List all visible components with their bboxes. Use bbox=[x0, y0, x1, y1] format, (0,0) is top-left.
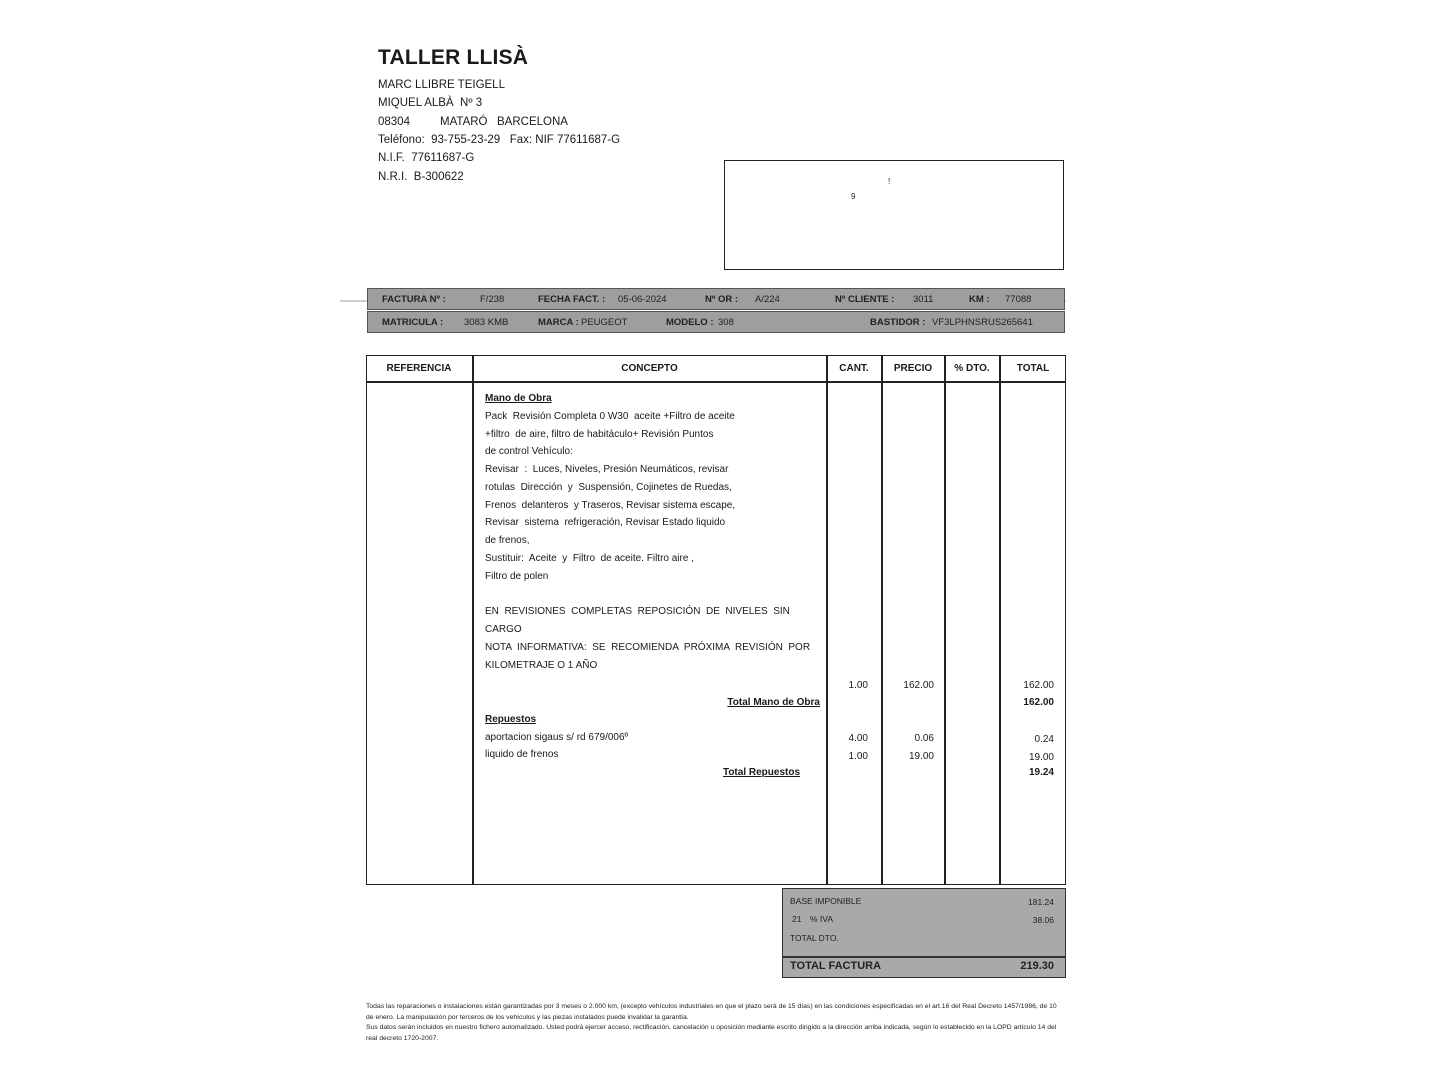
total-repuestos-label: Total Repuestos bbox=[722, 767, 800, 778]
column-divider bbox=[944, 355, 946, 885]
or-label: Nº OR : bbox=[705, 294, 739, 305]
marca-value: PEUGEOT bbox=[581, 317, 628, 328]
repuesto-cant: 4.00 bbox=[848, 733, 868, 744]
column-divider bbox=[881, 355, 883, 885]
client-address-box bbox=[724, 160, 1064, 270]
client-mark: 9 bbox=[851, 192, 856, 201]
repuesto-concepto: liquido de frenos bbox=[485, 749, 559, 760]
company-province: BARCELONA bbox=[497, 116, 568, 128]
header-precio: PRECIO bbox=[893, 363, 933, 374]
company-owner: MARC LLIBRE TEIGELL bbox=[378, 79, 505, 91]
header-referencia: REFERENCIA bbox=[386, 363, 452, 374]
repuesto-total: 0.24 bbox=[1034, 734, 1054, 745]
vehicle-info-bar bbox=[367, 311, 1065, 333]
note-line: KILOMETRAJE O 1 AÑO bbox=[485, 660, 598, 671]
km-label: KM : bbox=[969, 294, 990, 305]
column-divider bbox=[826, 355, 828, 885]
iva-label: % IVA bbox=[810, 914, 833, 924]
base-imponible-label: BASE IMPONIBLE bbox=[790, 896, 862, 906]
km-value: 77088 bbox=[1005, 294, 1032, 305]
company-nri: N.R.I. B-300622 bbox=[378, 171, 464, 183]
company-name: TALLER LLISÀ bbox=[378, 46, 529, 69]
concept-line: Pack Revisión Completa 0 W30 aceite +Filtro de aceite bbox=[485, 411, 735, 422]
concept-line: Frenos delanteros y Traseros, Revisar sistema escape, bbox=[485, 500, 736, 511]
or-value: A/224 bbox=[755, 294, 780, 305]
repuesto-cant: 1.00 bbox=[848, 751, 868, 762]
marca-label: MARCA : bbox=[538, 317, 579, 328]
bastidor-label: BASTIDOR : bbox=[870, 317, 926, 328]
repuesto-total: 19.00 bbox=[1028, 752, 1054, 763]
concept-line: Filtro de polen bbox=[485, 571, 549, 582]
cliente-value: 3011 bbox=[913, 294, 934, 305]
company-phone: Teléfono: 93-755-23-29 Fax: NIF 77611687-G bbox=[378, 134, 621, 146]
repuesto-concepto: aportacion sigaus s/ rd 679/006º bbox=[485, 732, 629, 743]
concept-line: rotulas Dirección y Suspensión, Cojinetes de Ruedas, bbox=[485, 482, 732, 493]
items-table bbox=[366, 355, 1066, 885]
repuesto-precio: 19.00 bbox=[908, 751, 934, 762]
total-dto-label: TOTAL DTO. bbox=[790, 933, 839, 943]
note-line: NOTA INFORMATIVA: SE RECOMIENDA PRÓXIMA REVISIÓN POR bbox=[485, 642, 811, 653]
company-street: MIQUEL ALBÀ Nº 3 bbox=[378, 97, 483, 109]
factura-value: F/238 bbox=[480, 294, 505, 305]
bastidor-value: VF3LPHNSRUS265641 bbox=[932, 317, 1033, 328]
header-total: TOTAL bbox=[1016, 363, 1050, 374]
matricula-value: 3083 KMB bbox=[464, 317, 509, 328]
concept-line: +filtro de aire, filtro de habitáculo+ Revisión Puntos bbox=[485, 429, 714, 440]
total-mano-obra-label: Total Mano de Obra bbox=[727, 697, 820, 708]
total-factura-value: 219.30 bbox=[1020, 960, 1054, 972]
header-dto: % DTO. bbox=[954, 363, 990, 374]
table-header-divider bbox=[366, 381, 1066, 383]
modelo-value: 308 bbox=[718, 317, 734, 328]
mano-obra-precio: 162.00 bbox=[903, 680, 934, 691]
mano-obra-total: 162.00 bbox=[1023, 680, 1054, 691]
column-divider bbox=[999, 355, 1001, 885]
client-mark: ! bbox=[888, 177, 891, 186]
total-factura-label: TOTAL FACTURA bbox=[790, 960, 882, 972]
note-line: CARGO bbox=[485, 624, 522, 635]
repuestos-title: Repuestos bbox=[485, 714, 537, 725]
cliente-label: Nº CLIENTE : bbox=[835, 294, 895, 305]
header-cant: CANT. bbox=[839, 363, 869, 374]
iva-value: 38.06 bbox=[1032, 915, 1054, 925]
factura-label: FACTURA Nº : bbox=[382, 294, 446, 305]
header-concepto: CONCEPTO bbox=[621, 363, 678, 374]
concept-line: de control Vehículo: bbox=[485, 446, 573, 457]
warranty-text: Todas las reparaciones o instalaciones están garantizadas por 3 meses o 2.000 km, (excepto vehículos industriales en que el plazo será de 15 días) en las condiciones especificadas en el art.16 del Real Decreto 1457/1986, de 10 de enero. La manipulación por terceros de los vehículos y las piezas instalados puede invalidar la garantía. bbox=[366, 1003, 1057, 1021]
mano-obra-cant: 1.00 bbox=[848, 680, 868, 691]
concept-line: de frenos, bbox=[485, 535, 530, 546]
totals-divider bbox=[782, 956, 1066, 958]
concept-line: Revisar : Luces, Niveles, Presión Neumáticos, revisar bbox=[485, 464, 729, 475]
concept-line: Revisar sistema refrigeración, Revisar Estado liquido bbox=[485, 517, 726, 528]
matricula-label: MATRICULA : bbox=[382, 317, 444, 328]
modelo-label: MODELO : bbox=[666, 317, 714, 328]
column-divider bbox=[472, 355, 474, 885]
privacy-text: Sus datos serán incluidos en nuestro fichero automatizado. Usted podrá ejercer acceso, rectificación, cancelación u oposición mediante escrito dirigido a la dirección arriba indicada, según lo establecido en la LOPD artículo 14 del real decreto 1720-2007. bbox=[366, 1024, 1057, 1042]
concept-line: Sustituir: Aceite y Filtro de aceite. Filtro aire , bbox=[485, 553, 694, 564]
mano-obra-title: Mano de Obra bbox=[485, 393, 552, 404]
fecha-value: 05-06-2024 bbox=[618, 294, 667, 305]
base-imponible-value: 181.24 bbox=[1028, 897, 1054, 907]
total-mano-obra-value: 162.00 bbox=[1023, 697, 1054, 708]
iva-rate: 21 bbox=[792, 914, 802, 924]
company-postal-code: 08304 bbox=[378, 116, 410, 128]
total-repuestos-value: 19.24 bbox=[1028, 767, 1054, 778]
fecha-label: FECHA FACT. : bbox=[538, 294, 606, 305]
company-city: MATARÓ bbox=[440, 116, 488, 128]
note-line: EN REVISIONES COMPLETAS REPOSICIÓN DE NIVELES SIN bbox=[485, 606, 790, 617]
company-nif: N.I.F. 77611687-G bbox=[378, 152, 475, 164]
invoice-info-bar bbox=[367, 288, 1065, 310]
repuesto-precio: 0.06 bbox=[914, 733, 934, 744]
